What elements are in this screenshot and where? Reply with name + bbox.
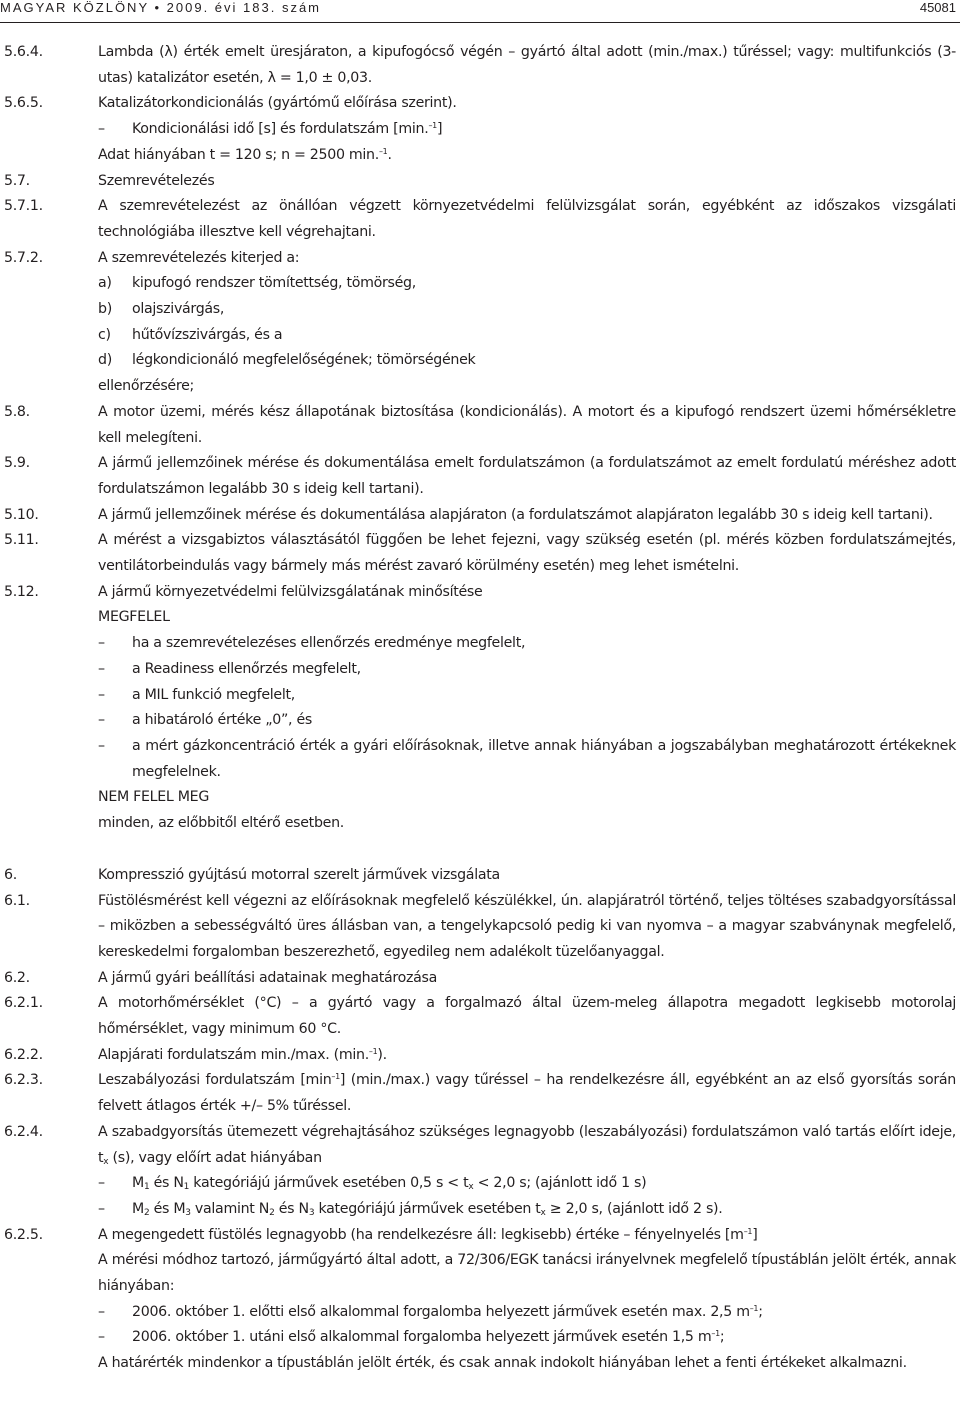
section-number: 6.2.4. [4,1123,43,1140]
section-text: A szemrevételezést az önállóan végzett környezetvédelmi felülvizsgálat során, egyébként az időszakos vizsgálati technológiába illesztve kell végrehajtani. [98,198,956,240]
dash-text: ≥ 2,0 s, (ajánlott idő 2 s). [545,1200,723,1217]
dash-marker [98,708,132,734]
journal-title: MAGYAR KÖZLÖNY • 2009. évi 183. szám [0,0,321,15]
section-5-12 [4,580,956,631]
section-text: A szabadgyorsítás ütemezett végrehajtásához szükséges legnagyobb (leszabályozási) fordulatszámon való tartás előírt ideje, t [98,1123,956,1166]
dash-item [98,117,956,143]
superscript: –1 [428,121,437,131]
dash-item [4,683,956,709]
section-text: A jármű jellemzőinek mérése és dokumentálása alapjáraton (a fordulatszámot alapjáraton legalább 30 s ideig kell tartani). [98,506,933,523]
section-number: 5.11. [4,532,39,549]
section-6-2-2 [4,1043,956,1069]
dash-text: kategóriájú járművek esetében t [314,1200,541,1217]
dash-text: és M [149,1200,186,1217]
subscript: 3 [308,1207,315,1218]
dash-item [4,631,956,657]
list-text: hűtővízszivárgás, és a [132,326,283,343]
section-text: A szemrevételezés kiterjed a: [98,249,300,266]
section-text: Katalizátorkondicionálás (gyártómű előírása szerint). [98,95,457,112]
dash-item [4,734,956,785]
dash-text: 2006. október 1. előtti első alkalommal forgalomba helyezett járművek esetén max. 2,5 m [132,1303,750,1320]
result-fail-text: minden, az előbbitől eltérő esetben. [98,815,344,832]
list-continuation: ellenőrzésére; [98,378,194,395]
section-text-end: ). [377,1046,387,1063]
subscript: 2 [143,1207,150,1218]
section-text: A jármű környezetvédelmi felülvizsgálatának minősítése [98,583,483,600]
section-number: 5.9. [4,455,30,472]
dash-marker [98,1300,132,1326]
subscript: x [540,1207,546,1218]
dash-text: és N [274,1200,309,1217]
result-pass-heading: MEGFELEL [98,609,170,626]
list-item [98,271,956,297]
default-values [98,143,956,169]
section-6-2-4 [4,1120,956,1171]
section-text: Füstölésmérést kell végezni az előírásoknak megfelelő készülékkel, ún. alapjáratról történő, teljes töltéses szabadgyorsítással – miközben a sebességváltó üres állásban van, a tengelykapcsoló pedig ki van nyomva – a magyar szabványnak megfelelő, kereskedelmi forgalomban beszerezhető, egyedileg nem adalékolt tüzelőanyaggal. [98,892,956,960]
subscript: 1 [183,1182,190,1193]
section-text: A motor üzemi, mérés kész állapotának biztosítása (kondicionálás). A motort és a kipufogó rendszert üzemi hőmérsékletre kell melegíteni. [98,403,956,446]
superscript: –1 [743,1226,753,1236]
section-text: A jármű gyári beállítási adatainak meghatározása [98,969,438,986]
header-rule [0,22,960,23]
page-number: 45081 [919,0,956,15]
section-6-1 [4,889,956,966]
dash-item [4,1325,956,1351]
dash-text: < 2,0 s; (ajánlott idő 1 s) [473,1175,647,1192]
default-values-text: Adat hiányában t = 120 s; n = 2500 min. [98,146,379,163]
section-text: Alapjárati fordulatszám min./max. (min. [98,1046,369,1063]
subscript: 1 [143,1182,150,1193]
section-number: 5.7.2. [4,249,43,266]
subscript: x [103,1156,109,1167]
section-text: A mérést a vizsgabiztos választásától függően be lehet fejezni, vagy szükség esetén (pl. mérés közben fordulatszámejtés, ventilátorbeindulás vagy bármely más mérést zavaró körülmény esetén) meg lehet ismételni. [98,532,956,575]
section-6-2-3 [4,1068,956,1119]
spacer [4,837,956,863]
default-values-end: . [387,146,392,163]
superscript: –1 [378,146,388,156]
superscript: –1 [368,1046,378,1056]
dash-text: valamint N [190,1200,270,1217]
dash-marker [98,631,132,657]
section-text-end: ] (min./max.) vagy tűréssel – ha rendelkezésre áll, egyébként an az első gyorsítás során felvett átlagos érték +/– 5% tűréssel. [98,1072,956,1115]
dash-text: a mért gázkoncentráció érték a gyári előírásoknak, illetve annak hiányában a jogszabályban meghatározott értékeknek megfelelnek. [132,737,956,780]
dash-item [4,657,956,683]
section-5-6-4 [4,40,956,91]
dash-text: és N [149,1175,184,1192]
list-item [98,323,956,349]
superscript: –1 [711,1329,720,1339]
section-5-7-1 [4,194,956,245]
superscript: –1 [749,1303,759,1313]
dash-text: M [132,1200,144,1217]
dash-text: M [132,1175,144,1192]
section-number: 6.1. [4,892,30,909]
section-number: 5.6.4. [4,44,43,60]
list-marker: a) [98,275,112,292]
section-text: A motorhőmérséklet (°C) – a gyártó vagy a forgalmazó által üzem-meleg állapotra megadott legkisebb motorolaj hőmérséklet, vagy minimum 60 °C. [98,995,956,1038]
section-text: Szemrevételezés [98,172,215,189]
subscript: x [468,1182,474,1193]
section-number: 6.2.5. [4,1226,43,1243]
dash-marker [98,683,132,709]
dash-text: 2006. október 1. utáni első alkalommal forgalomba helyezett járművek esetén 1,5 m [132,1329,712,1346]
section-number: 6.2.1. [4,995,43,1012]
dash-marker [98,117,132,143]
section-number: 5.12. [4,583,39,600]
section-number: 5.6.5. [4,95,43,112]
dash-marker [98,1325,132,1351]
section-5-6-5 [4,91,956,168]
dash-text-end: ; [758,1303,763,1320]
section-number: 5.10. [4,506,39,523]
dash-text: kategóriájú járművek esetében 0,5 s < t [189,1175,469,1192]
section-6-2 [4,966,956,992]
list-marker: b) [98,301,112,318]
section-5-9 [4,451,956,502]
paragraph: A határérték mindenkor a típustáblán jelölt érték, és csak annak indokolt hiányában lehet a fenti értékeket alkalmazni. [98,1355,907,1372]
page-header [0,0,960,20]
list-item [98,348,956,374]
section-number: 6.2.2. [4,1046,43,1063]
section-text-end: (s), vagy előírt adat hiányában [108,1149,322,1166]
dash-marker [98,1171,132,1197]
list-item [98,297,956,323]
document-body [4,40,956,1377]
dash-item [4,1171,956,1197]
dash-marker [98,657,132,683]
dash-text-end: ; [719,1329,725,1346]
dash-item [4,1197,956,1223]
dash-item [4,708,956,734]
result-fail-heading: NEM FELEL MEG [98,789,210,806]
section-number: 6. [4,866,17,883]
list-text: kipufogó rendszer tömítettség, tömörség, [132,275,416,292]
superscript: –1 [331,1072,340,1082]
dash-text: a MIL funkció megfelelt, [132,686,295,703]
section-text: A megengedett füstölés legnagyobb (ha rendelkezésre áll: legkisebb) értéke – fényelnyelés [m [98,1226,744,1243]
dash-text-end: ] [436,121,443,138]
dash-marker [98,1197,132,1223]
section-5-8 [4,400,956,451]
section-text: Lambda (λ) érték emelt üresjáraton, a kipufogócső végén – gyártó által adott (min./max.) tűréssel; vagy: multifunkciós (3-utas) katalizátor esetén, λ = 1,0 ± 0,03. [98,44,956,86]
list-marker: c) [98,326,111,343]
dash-text: ha a szemrevételezéses ellenőrzés eredménye megfelelt, [132,635,526,652]
section-text-end: ] [752,1226,758,1243]
section-6 [4,863,956,889]
subscript: 3 [185,1207,191,1218]
subscript: 2 [269,1207,275,1218]
section-5-7-2 [4,246,956,400]
section-text: A jármű jellemzőinek mérése és dokumentálása emelt fordulatszámon (a fordulatszámot az emelt fordulatú méréshez adott fordulatszámon legalább 30 s ideig kell tartani). [98,455,956,497]
list-text: olajszivárgás, [132,301,225,318]
section-5-10 [4,503,956,529]
section-5-11 [4,528,956,579]
section-5-7 [4,169,956,195]
section-6-2-1 [4,991,956,1042]
list-text: légkondicionáló megfelelőségének; tömörségének [132,352,476,369]
section-text: Leszabályozási fordulatszám [min [98,1072,332,1089]
section-number: 5.8. [4,403,30,420]
section-6-2-5 [4,1223,956,1300]
section-number: 6.2. [4,969,30,986]
dash-text: Kondicionálási idő [s] és fordulatszám [min. [132,121,429,138]
section-number: 6.2.3. [4,1072,43,1089]
section-number: 5.7. [4,172,30,189]
section-title: Kompresszió gyújtású motorral szerelt járművek vizsgálata [98,866,500,883]
list-marker: d) [98,352,112,369]
paragraph: A mérési módhoz tartozó, járműgyártó által adott, a 72/306/EGK tanácsi irányelvnek megfelelő típustáblán jelölt érték, annak hiányában: [98,1252,956,1295]
section-number: 5.7.1. [4,198,43,215]
dash-text: a hibatároló értéke „0”, és [132,712,312,729]
dash-text: a Readiness ellenőrzés megfelelt, [132,660,361,677]
dash-item [4,1300,956,1326]
dash-marker [98,734,132,785]
